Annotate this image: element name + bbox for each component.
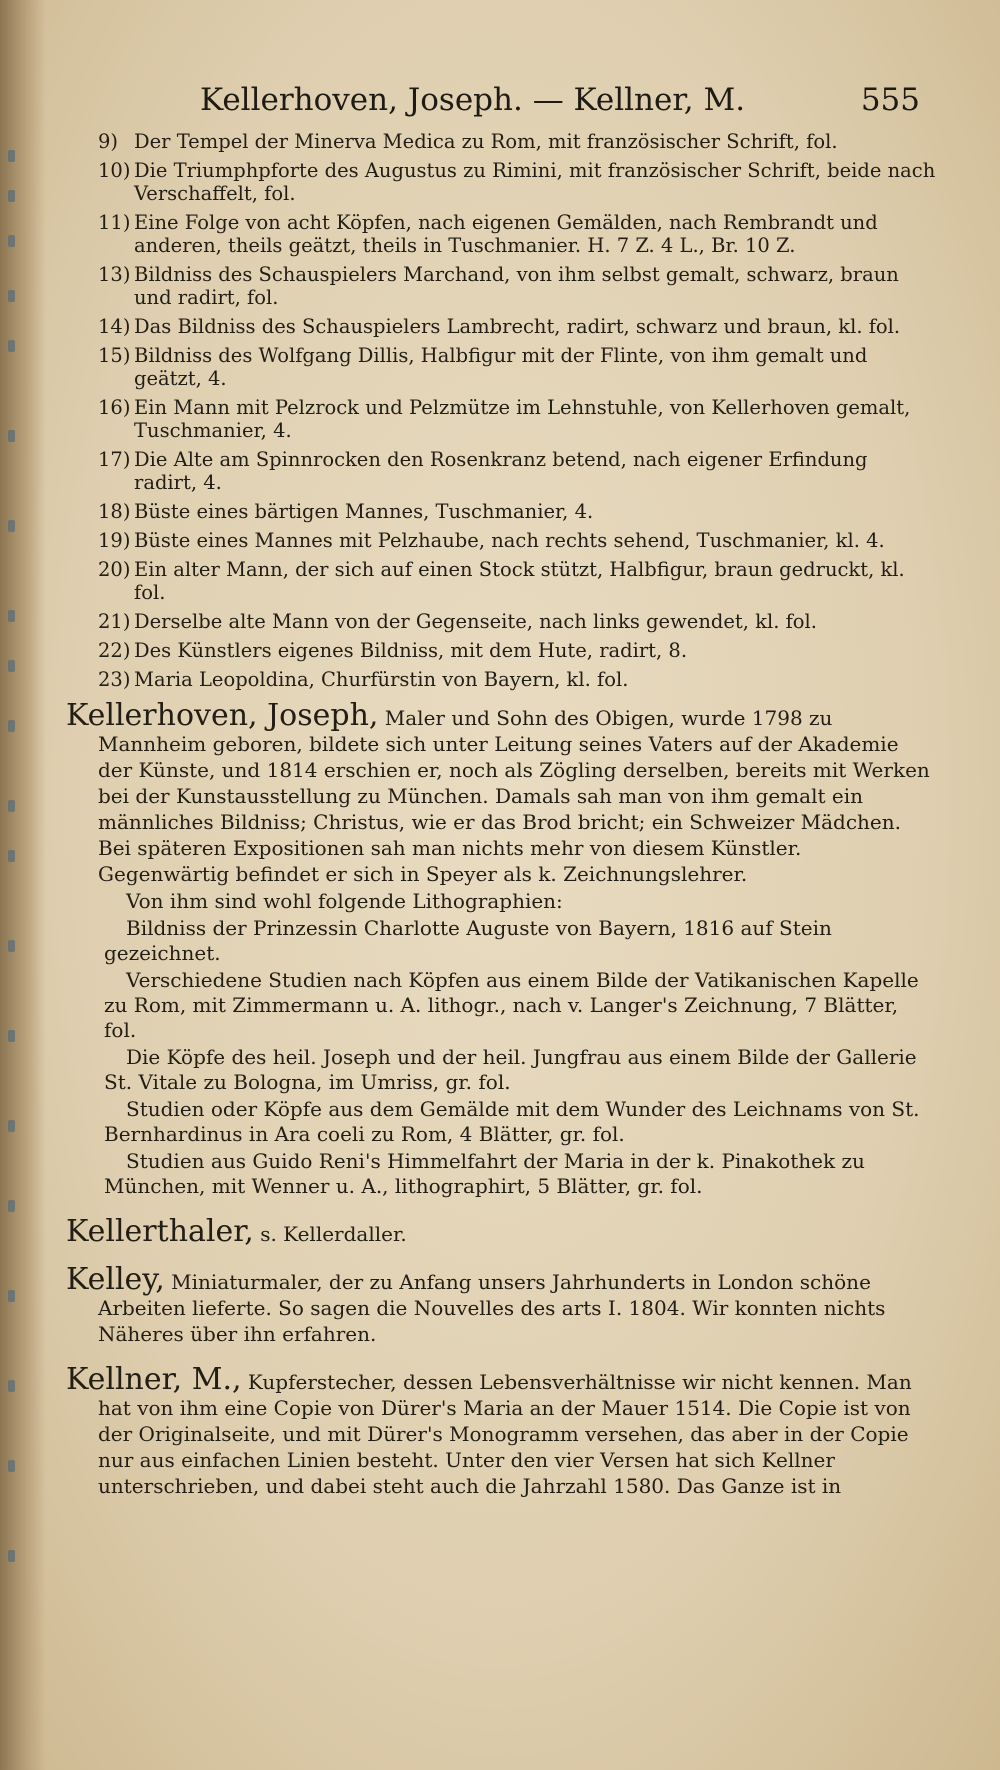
entry-subparagraph: Studien aus Guido Reni's Himmelfahrt der Maria in der k. Pinakothek zu München, mit Wenner u. A., lithographirt, 5 Blätter, gr. fol. xyxy=(104,1149,865,1198)
list-item: 10) Die Triumphpforte des Augustus zu Rimini, mit französischer Schrift, beide nach Verschaffelt, fol. xyxy=(98,159,936,205)
entry-name: Kelley, xyxy=(66,1262,165,1297)
entry-subparagraph: Von ihm sind wohl folgende Lithographien: xyxy=(126,889,563,913)
entry-name: Kellner, M., xyxy=(66,1362,242,1397)
entry-text: Miniaturmaler, der zu Anfang unsers Jahrhunderts in London schöne Arbeiten lieferte. So sagen die Nouvelles des arts I. 1804. Wir konnten nichts Näheres über ihn erfahren. xyxy=(98,1270,886,1346)
page-number: 555 xyxy=(860,82,920,118)
book-gutter xyxy=(0,0,46,1770)
entry-kelley xyxy=(66,1262,936,1347)
entry-kellner xyxy=(66,1362,936,1499)
list-item: 13) Bildniss des Schauspielers Marchand, von ihm selbst gemalt, schwarz, braun und radirt, fol. xyxy=(98,263,899,309)
list-item: 11) Eine Folge von acht Köpfen, nach eigenen Gemälden, nach Rembrandt und anderen, theils geätzt, theils in Tuschmanier. H. 7 Z. 4 L., Br. 10 Z. xyxy=(98,211,878,257)
list-item: 9) Der Tempel der Minerva Medica zu Rom, mit französischer Schrift, fol. xyxy=(98,130,838,153)
list-item: 17) Die Alte am Spinnrocken den Rosenkranz betend, nach eigener Erfindung radirt, 4. xyxy=(98,448,868,494)
list-item: 18) Büste eines bärtigen Mannes, Tuschmanier, 4. xyxy=(98,500,594,523)
list-item: 20) Ein alter Mann, der sich auf einen Stock stützt, Halbfigur, braun gedruckt, kl. fol. xyxy=(98,558,905,604)
entry-subparagraph: Die Köpfe des heil. Joseph und der heil. Jungfrau aus einem Bilde der Gallerie St. Vitale zu Bologna, im Umriss, gr. fol. xyxy=(104,1045,917,1094)
entry-text: Maler und Sohn des Obigen, wurde 1798 zu Mannheim geboren, bildete sich unter Leitung seines Vaters auf der Akademie der Künste, und 1814 erschien er, noch als Zögling derselben, bereits mit Werken bei der Kunstausstellung zu München. Damals sah man von ihm gemalt ein männliches Bildniss; Christus, wie er das Brod bricht; ein Schweizer Mädchen. Bei späteren Expositionen sah man nichts mehr von diesem Künstler. Gegenwärtig befindet er sich in Speyer als k. Zeichnungslehrer. xyxy=(98,706,930,886)
entry-subparagraph: Verschiedene Studien nach Köpfen aus einem Bilde der Vatikanischen Kapelle zu Rom, mit Zimmermann u. A. lithogr., nach v. Langer's Zeichnung, 7 Blätter, fol. xyxy=(104,968,919,1042)
entry-subparagraph: Studien oder Köpfe aus dem Gemälde mit dem Wunder des Leichnams von St. Bernhardinus in Ara coeli zu Rom, 4 Blätter, gr. fol. xyxy=(104,1097,920,1146)
list-item: 22) Des Künstlers eigenes Bildniss, mit dem Hute, radirt, 8. xyxy=(98,639,688,662)
header-title: Kellerhoven, Joseph. — Kellner, M. xyxy=(200,82,746,118)
entry-kellerhoven xyxy=(66,698,936,1199)
list-item: 23) Maria Leopoldina, Churfürstin von Bayern, kl. fol. xyxy=(98,668,629,691)
entry-kellerthaler xyxy=(66,1214,936,1249)
list-item: 14) Das Bildniss des Schauspielers Lambrecht, radirt, schwarz und braun, kl. fol. xyxy=(98,315,901,338)
page-content xyxy=(66,130,936,1499)
entry-text: s. Kellerdaller. xyxy=(260,1222,407,1246)
list-item: 21) Derselbe alte Mann von der Gegenseite, nach links gewendet, kl. fol. xyxy=(98,610,817,633)
entry-name: Kellerhoven, Joseph, xyxy=(66,698,379,733)
entry-subparagraph: Bildniss der Prinzessin Charlotte Auguste von Bayern, 1816 auf Stein gezeichnet. xyxy=(104,916,832,965)
list-item: 19) Büste eines Mannes mit Pelzhaube, nach rechts sehend, Tuschmanier, kl. 4. xyxy=(98,529,885,552)
entry-name: Kellerthaler, xyxy=(66,1214,254,1249)
entry-text: Kupferstecher, dessen Lebensverhältnisse wir nicht kennen. Man hat von ihm eine Copie von Dürer's Maria an der Mauer 1514. Die Copie ist von der Originalseite, und mit Dürer's Monogramm versehen, das aber in der Copie nur aus einfachen Linien besteht. Unter den vier Versen hat sich Kellner unterschrieben, und dabei steht auch die Jahrzahl 1580. Das Ganze ist in xyxy=(98,1370,912,1498)
list-item: 16) Ein Mann mit Pelzrock und Pelzmütze im Lehnstuhle, von Kellerhoven gemalt, Tuschmanier, 4. xyxy=(98,396,911,442)
list-item: 15) Bildniss des Wolfgang Dillis, Halbfigur mit der Flinte, von ihm gemalt und geätzt, 4. xyxy=(98,344,868,390)
running-header xyxy=(200,82,920,118)
